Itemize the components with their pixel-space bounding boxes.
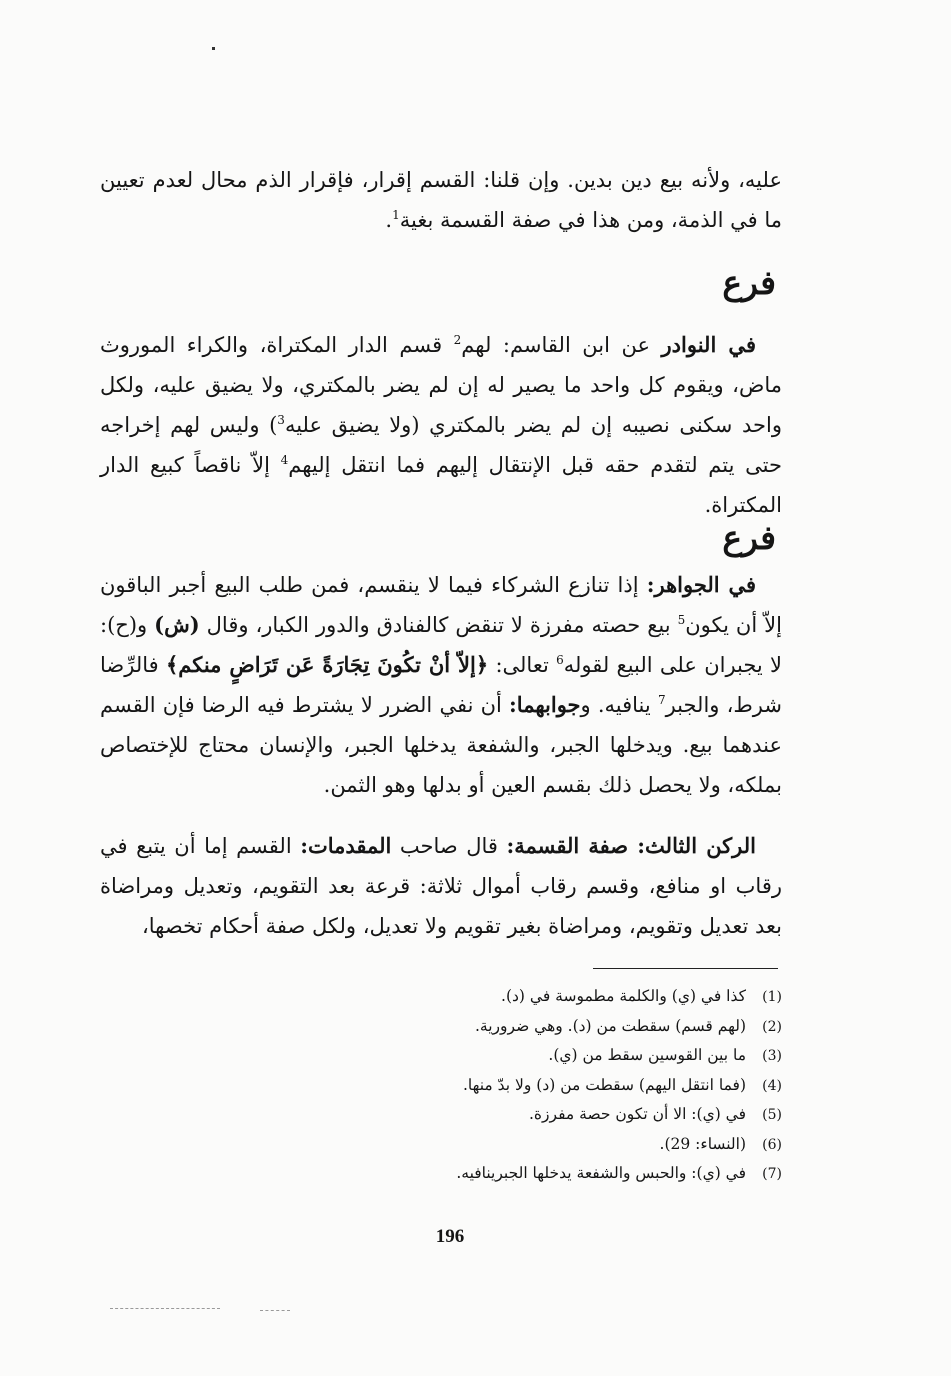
footnote-item — [380, 1159, 782, 1189]
footnote-number: (6) — [762, 1136, 782, 1153]
footnote-text: في (ي): والحبس والشفعة يدخلها الجبرينافيه. — [456, 1164, 746, 1182]
footnote-text: ما بين القوسين سقط من (ي). — [548, 1046, 746, 1064]
footnote-item — [380, 1100, 782, 1130]
text-run: ينافيه. و — [580, 693, 658, 717]
footnote-text: (لهم قسم) سقطت من (د). وهي ضرورية. — [475, 1016, 746, 1035]
bold-siglum: (ش) — [154, 612, 200, 637]
footnote-item — [380, 1041, 782, 1071]
text-run: و(ح): لا يجبران على البيع لقوله — [100, 613, 783, 677]
footnote-ref: 4 — [280, 453, 289, 467]
paragraph-jawahir — [100, 565, 782, 805]
paragraph-text — [100, 325, 782, 525]
section-heading: فرع — [722, 518, 776, 557]
footnote-number: (3) — [762, 1048, 782, 1064]
footnote-text: (النساء: 29). — [659, 1134, 746, 1153]
paragraph-body: عليه، ولأنه بيع دين بدين. وإن قلنا: القسم إقرار، فإقرار الذم محال لعدم تعيين ما في الذمة، ومن هذا في صفة القسمة بغية — [100, 168, 782, 232]
paragraph-text — [100, 826, 782, 946]
footnote-number: (1) — [762, 989, 782, 1005]
footnote-text: كذا في (ي) والكلمة مطموسة في (د). — [501, 987, 746, 1005]
paragraph-lead: الركن الثالث: صفة القسمة: — [506, 833, 757, 858]
quran-verse: ﴿إلاّ أنْ تكُونَ تِجَارَةً عَن تَرَاضٍ منكم﴾ — [165, 652, 489, 677]
text-run: القسم إما أن يتبع في رقاب او منافع، وقسم رقاب أموال ثلاثة: قرعة بعد التقويم، وتعديل ومراضاة بعد تعديل وتقويم، ومراضاة بغير تقويم ولا تعديل، ولكل صفة أحكام تخصها، — [100, 834, 782, 938]
bold-answer: جوابهما: — [509, 692, 581, 717]
text-run: تعالى: — [488, 653, 557, 677]
scan-edge-line — [110, 1308, 220, 1309]
text-run: إذا تنازع الشركاء فيما لا ينقسم، فمن طلب البيع أجبر الباقون إلاّ أن يكون — [100, 573, 782, 637]
footnote-separator — [593, 968, 778, 969]
scan-speck — [212, 47, 215, 50]
paragraph-text — [100, 565, 782, 805]
footnote-ref: 7 — [657, 693, 666, 707]
footnote-ref: 1 — [392, 208, 400, 222]
text-run: فالرِّضا شرط، والجبر — [100, 653, 782, 717]
text-run: بيع حصته مفرزة لا تنقض كالفنادق والدور الكبار، وقال — [199, 613, 678, 637]
footnote-item — [380, 1130, 782, 1160]
paragraph-lead: في النوادر — [661, 332, 756, 357]
text-run: عن ابن القاسم: لهم — [461, 333, 662, 357]
text-run: قال صاحب — [391, 834, 507, 858]
scan-edge-line — [260, 1310, 290, 1311]
footnote-item — [380, 1012, 782, 1042]
footnote-number: (7) — [762, 1166, 782, 1182]
text-run: إلاّ ناقصاً كبيع الدار المكتراة. — [100, 453, 782, 517]
text-run: قسم الدار المكتراة، والكراء الموروث ماض، ويقوم كل واحد ما يصير له إن لم يضر بالمكتري، ولا يضيق عليه، ولكل واحد سكنى نصيبه إن لم يضر بالمكتري (ولا يضيق عليه — [100, 333, 782, 437]
paragraph-lead: في الجواهر: — [646, 572, 756, 597]
footnote-text: (فما انتقل اليهم) سقطت من (د) ولا بدّ منها. — [462, 1075, 746, 1094]
bold-source: المقدمات: — [300, 833, 392, 858]
paragraph-text — [100, 160, 782, 240]
footnote-text: في (ي): الا أن تكون حصة مفرزة. — [529, 1105, 746, 1123]
footnotes — [380, 982, 782, 1189]
footnote-number: (4) — [762, 1077, 782, 1094]
text-run: أن نفي الضرر لا يشترط فيه الرضا فإن القسم عندهما بيع. ويدخلها الجبر، والشفعة يدخلها الجبر، والإنسان محتاج للإختصاص بملكه، ولا يحصل ذلك بقسم العين أو بدلها وهو الثمن. — [100, 693, 782, 797]
footnote-ref: 6 — [556, 653, 564, 667]
footnote-ref: 3 — [277, 413, 285, 427]
paragraph-nawadir — [100, 325, 782, 525]
page-number: 196 — [435, 1226, 465, 1247]
paragraph-continuation — [100, 160, 782, 240]
text-run: ) وليس لهم إخراجه حتى يتم لتقدم حقه قبل الإنتقال إليهم فما انتقل إليهم — [100, 413, 782, 477]
footnote-number: (2) — [762, 1018, 782, 1035]
footnote-ref: 2 — [453, 333, 462, 347]
footnote-item — [380, 982, 782, 1012]
footnote-ref: 5 — [677, 613, 686, 627]
paragraph-end: . — [385, 208, 393, 232]
section-heading: فرع — [722, 263, 776, 302]
footnote-number: (5) — [762, 1107, 782, 1123]
footnote-item — [380, 1071, 782, 1101]
paragraph-third-pillar — [100, 826, 782, 946]
